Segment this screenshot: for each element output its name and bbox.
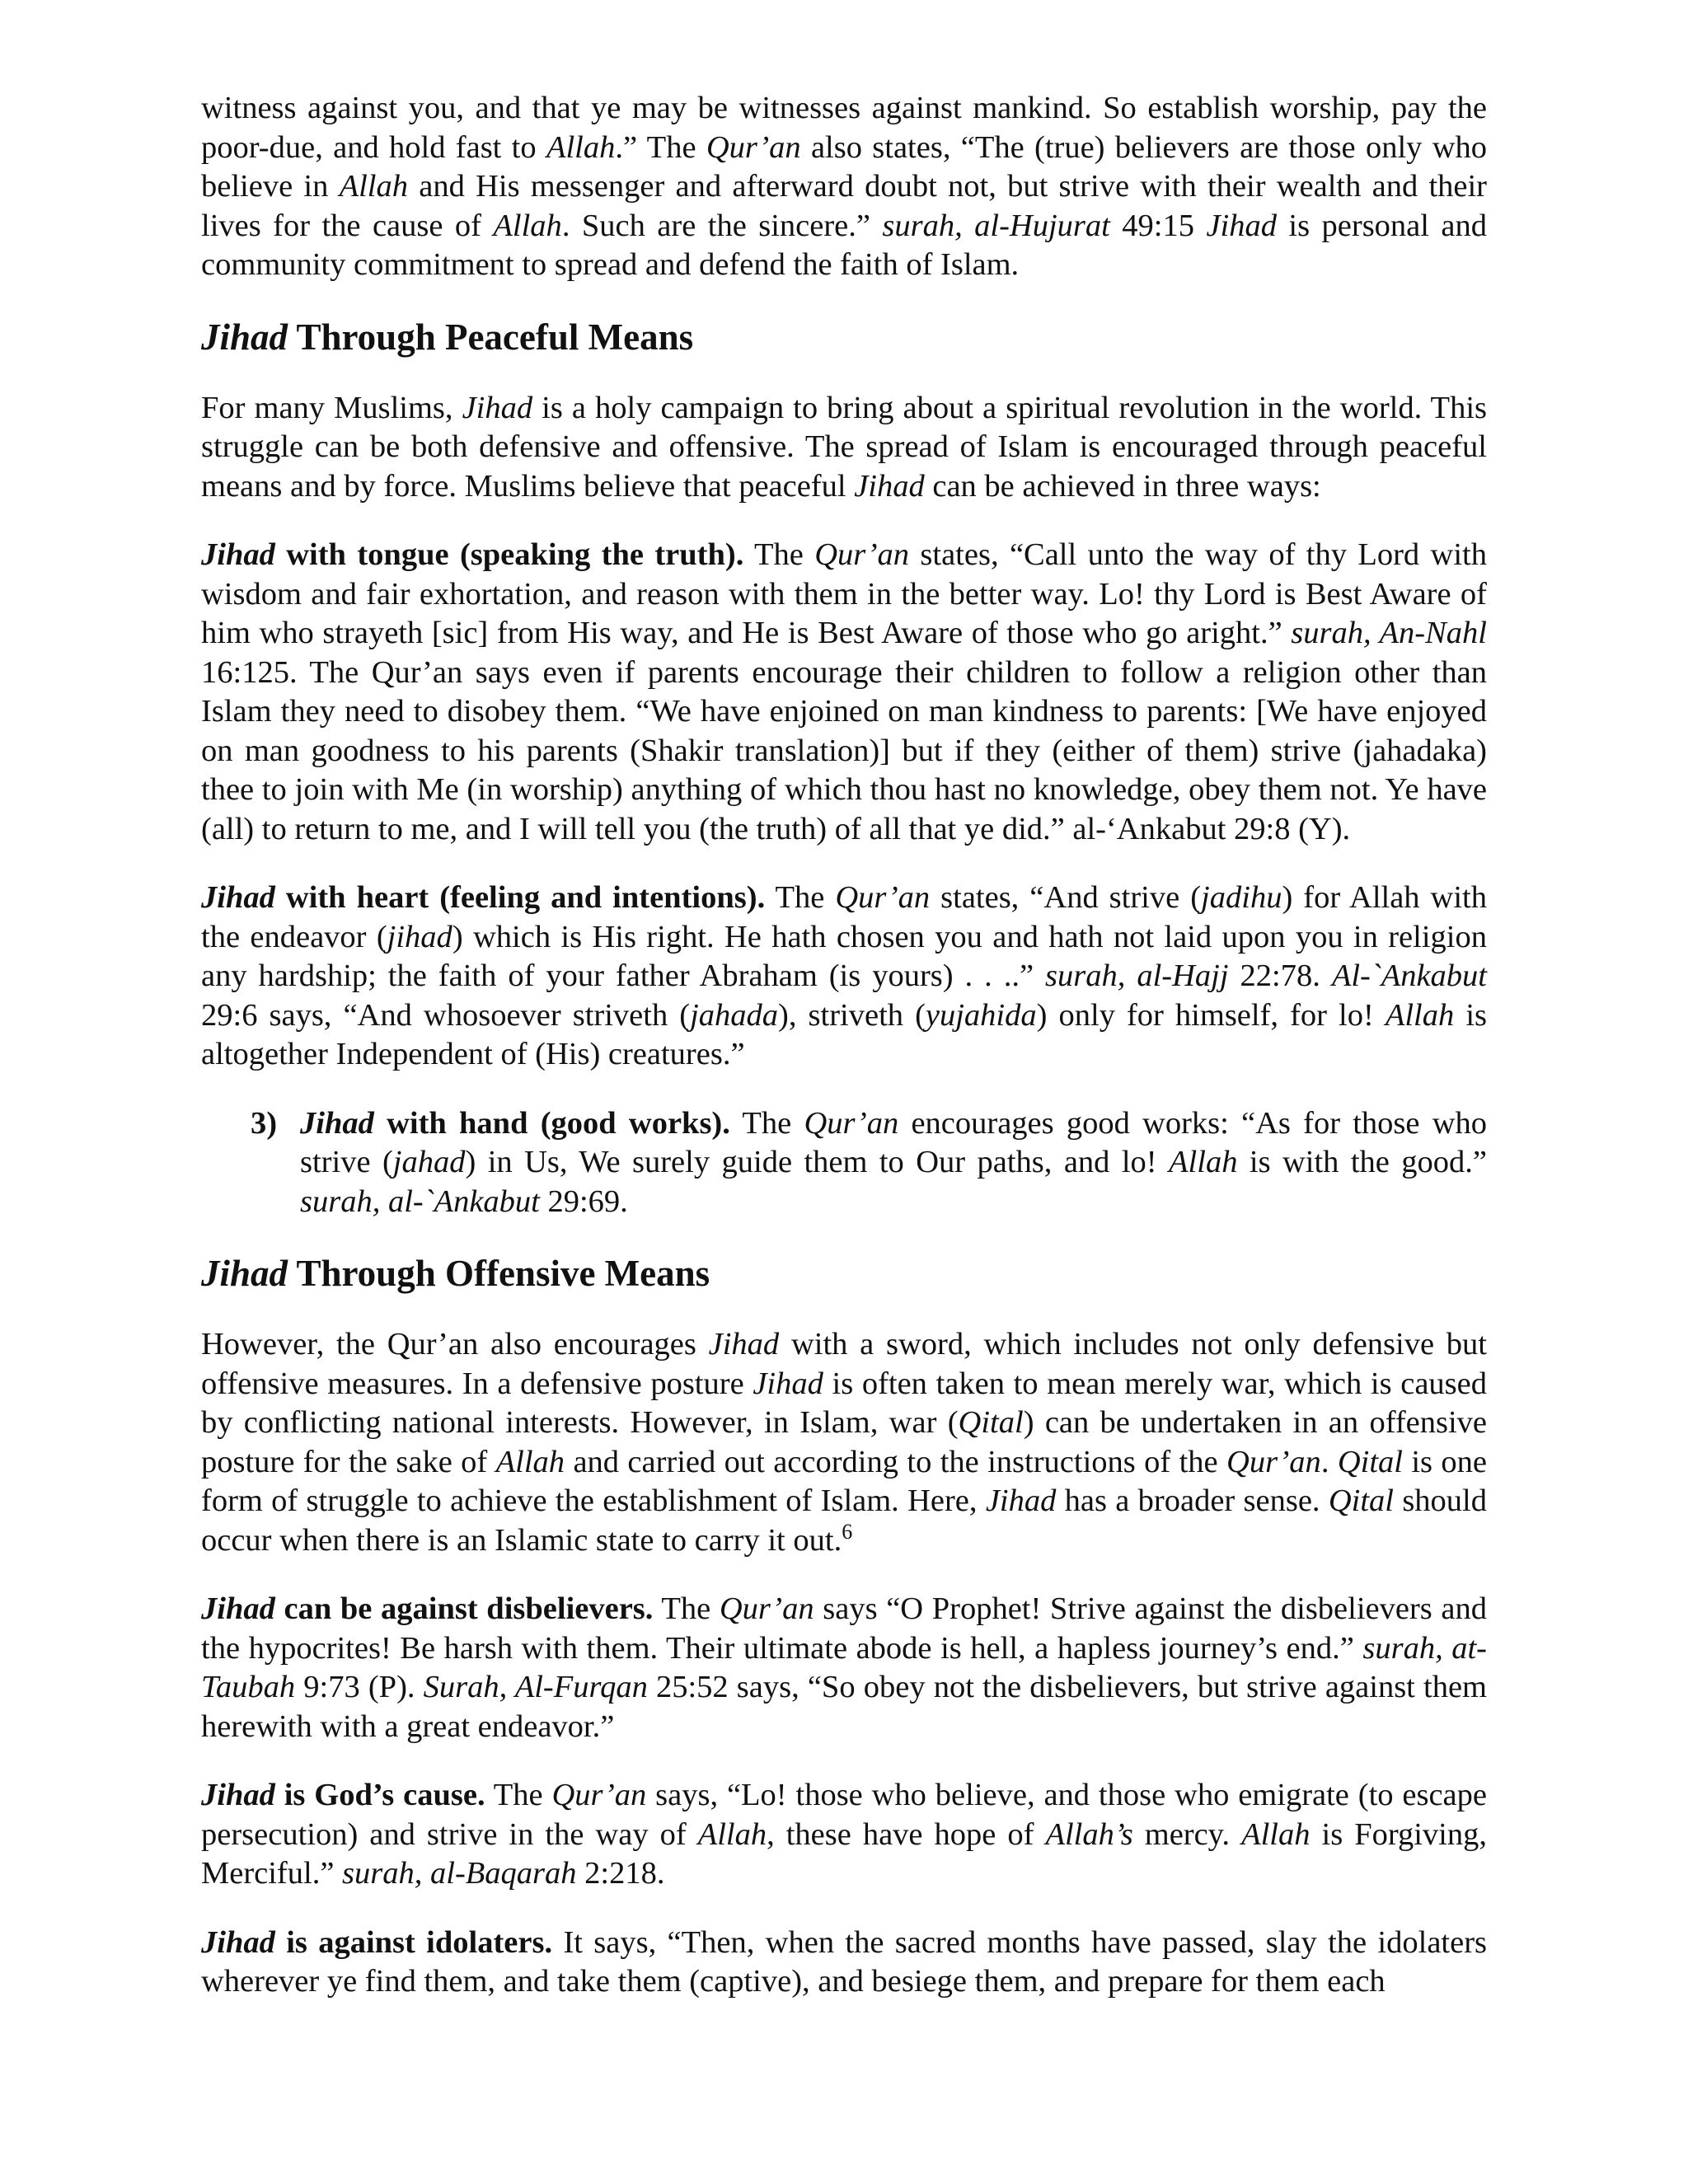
- text-run: is Forgiving, Merciful.”: [201, 1816, 1488, 1891]
- italic-text: Allah: [493, 208, 562, 243]
- italic-text: Jihad: [753, 1366, 823, 1401]
- text-run: .” The: [615, 129, 706, 165]
- lead-disbelievers: [201, 1591, 653, 1626]
- heading-peaceful-italic: Jihad: [201, 316, 288, 358]
- paragraph-intro-body: [201, 91, 1487, 282]
- lead-idolaters-rest: is against idolaters.: [274, 1924, 553, 1960]
- paragraph-tongue-body: [201, 537, 1487, 846]
- text-run: However, the Qur’an also encourages: [201, 1327, 709, 1361]
- italic-text: Qital: [1328, 1483, 1395, 1518]
- text-run: ) which is His right. He hath chosen you and hath not laid upon you in religion any hardship; the faith of your father Abraham (is yours) . . ..”: [201, 919, 1487, 993]
- italic-text: surah, al-Baqarah: [342, 1856, 577, 1891]
- paragraph-peaceful-intro-body: [201, 391, 1487, 504]
- text-run: The: [653, 1591, 720, 1626]
- heading-offensive-rest: Through Offensive Means: [288, 1253, 710, 1294]
- heading-offensive-italic: Jihad: [201, 1253, 288, 1294]
- text-run: The: [765, 880, 836, 915]
- text-run: The: [743, 537, 815, 572]
- paragraph-offensive-intro-body: [201, 1327, 1487, 1558]
- text-run: For many Muslims,: [201, 390, 462, 425]
- text-run: The: [729, 1105, 804, 1141]
- italic-text: Qital: [958, 1405, 1024, 1440]
- italic-text: Allah: [339, 169, 409, 204]
- italic-text: Al-`Ankabut: [1331, 958, 1488, 993]
- lead-gods-cause-italic: Jihad: [201, 1778, 275, 1812]
- heading-peaceful-rest: Through Peaceful Means: [288, 316, 694, 358]
- text-run: says, “Lo! those who believe, and those who emigrate (to escape persecution) and strive in the way of: [201, 1778, 1487, 1852]
- text-run: 22:78.: [1228, 958, 1332, 993]
- italic-text: Qur’an: [835, 880, 931, 915]
- lead-idolaters-italic: Jihad: [201, 1924, 275, 1960]
- italic-text: Allah: [546, 129, 616, 165]
- italic-text: jahad: [392, 1145, 466, 1179]
- text-run: says “O Prophet! Strive against the disbelievers and the hypocrites! Be harsh with them. Their ultimate abode is hell, a hapless journey’s end.”: [201, 1591, 1487, 1666]
- italic-text: surah, al-`Ankabut: [300, 1183, 540, 1219]
- text-run: 16:125. The Qur’an says even if parents encourage their children to follow a religion other than Islam they need to disobey them. “We have enjoined on man kindness to parents: [We have enjoyed on man goodness to his parents (Shakir translation)] but if they (either of them) strive (jahadaka) thee to join with Me (in worship) anything of which thou hast no knowledge, obey them not. Ye have (all) to return to me, and I will tell you (the truth) of all that ye did.” al-‘Ankabut 29:8 (Y).: [201, 654, 1487, 846]
- italic-text: Jihad: [985, 1483, 1057, 1518]
- lead-idolaters: [201, 1925, 552, 1960]
- italic-text: Qur’an: [551, 1778, 647, 1812]
- paragraph-idolaters: [201, 1924, 1487, 2002]
- italic-text: jihad: [387, 919, 452, 954]
- italic-text: Allah: [1385, 997, 1455, 1033]
- lead-heart: [201, 880, 765, 915]
- italic-text: surah, An-Nahl: [1291, 616, 1487, 650]
- footnote-marker: 6: [842, 1519, 853, 1544]
- list-item-number: 3): [251, 1105, 278, 1141]
- text-run: ), striveth (: [778, 997, 926, 1033]
- lead-hand-rest: with hand (good works).: [373, 1105, 730, 1141]
- list-item-hand: [251, 1104, 1487, 1222]
- text-run: 29:6 says, “And whosoever striveth (: [201, 997, 691, 1033]
- lead-hand: [300, 1106, 730, 1141]
- italic-text: Qur’an: [719, 1591, 814, 1626]
- italic-text: Surah, Al-Furqan: [423, 1670, 648, 1704]
- text-run: ) can be undertaken in an offensive posture for the sake of: [201, 1405, 1487, 1479]
- text-run: has a broader sense.: [1056, 1483, 1329, 1518]
- italic-text: surah, al-Hujurat: [882, 208, 1110, 243]
- text-run: is personal and community commitment to spread and defend the faith of Islam.: [201, 208, 1487, 282]
- text-run: is a holy campaign to bring about a spiritual revolution in the world. This struggle can be both defensive and offensive. The spread of Islam is encouraged through peaceful means and by force. Muslims believe that peaceful: [201, 390, 1488, 504]
- text-run: witness against you, and that ye may be witnesses against mankind. So establish worship, pay the poor-due, and hold fast to: [201, 91, 1487, 165]
- italic-text: yujahida: [925, 997, 1037, 1033]
- lead-hand-italic: Jihad: [300, 1105, 374, 1141]
- document-page: [201, 89, 1487, 2002]
- italic-text: Allah: [1169, 1145, 1238, 1179]
- text-run: is one form of struggle to achieve the establishment of Islam. Here,: [201, 1444, 1488, 1518]
- italic-text: Allah: [1241, 1816, 1311, 1852]
- lead-gods-cause-rest: is God’s cause.: [274, 1778, 485, 1812]
- text-run: 49:15: [1109, 208, 1207, 243]
- text-run: and carried out according to the instructions of the: [565, 1444, 1227, 1479]
- text-run: It says, “Then, when the sacred months have passed, slay the idolaters wherever ye find them, and take them (captive), and besiege them, and prepare for them each: [201, 1924, 1487, 1999]
- lead-heart-italic: Jihad: [201, 880, 275, 915]
- paragraph-heart: [201, 879, 1487, 1075]
- italic-text: Qur’an: [814, 537, 910, 572]
- text-run: also states, “The (true) believers are those only who believe in: [201, 129, 1488, 204]
- text-run: ) for Allah with the endeavor (: [201, 880, 1487, 954]
- text-run: encourages good works: “As for those who strive (: [300, 1105, 1487, 1179]
- italic-text: Qital: [1337, 1444, 1403, 1479]
- text-run: and His messenger and afterward doubt not, but strive with their wealth and their lives for the cause of: [201, 169, 1487, 243]
- paragraph-gods-cause: [201, 1776, 1487, 1894]
- text-run: . Such are the sincere.”: [561, 208, 883, 243]
- section-heading-peaceful: [201, 315, 1487, 359]
- text-run: can be achieved in three ways:: [924, 468, 1321, 504]
- text-run: 25:52 says, “So obey not the disbelievers, but strive against them herewith with a great endeavor.”: [201, 1670, 1487, 1744]
- text-run: with a sword, which includes not only defensive but offensive measures. In a defensive posture: [201, 1327, 1487, 1401]
- text-run: 29:69.: [539, 1183, 628, 1219]
- italic-text: Allah’s: [1045, 1816, 1133, 1852]
- italic-text: Jihad: [462, 390, 533, 425]
- paragraph-tongue: [201, 536, 1487, 849]
- italic-text: jahada: [690, 997, 779, 1033]
- text-run: .: [1320, 1444, 1338, 1479]
- text-run: states, “And strive (: [930, 880, 1202, 915]
- italic-text: Allah: [697, 1816, 767, 1852]
- italic-text: surah, al-Hajj: [1045, 958, 1229, 993]
- lead-disbelievers-rest: can be against disbelievers.: [274, 1591, 654, 1626]
- lead-gods-cause: [201, 1778, 485, 1812]
- lead-tongue: [201, 537, 743, 572]
- section-heading-offensive: [201, 1251, 1487, 1296]
- paragraph-hand: [300, 1104, 1487, 1222]
- text-run: ) only for himself, for lo!: [1036, 997, 1386, 1033]
- text-run: , these have hope of: [767, 1816, 1046, 1852]
- italic-text: Qur’an: [804, 1105, 899, 1141]
- lead-tongue-rest: with tongue (speaking the truth).: [274, 537, 744, 572]
- italic-text: Jihad: [1206, 208, 1277, 243]
- italic-text: Allah: [495, 1444, 565, 1479]
- lead-tongue-italic: Jihad: [201, 537, 275, 572]
- italic-text: jadihu: [1201, 880, 1282, 915]
- text-run: The: [485, 1778, 552, 1812]
- text-run: 9:73 (P).: [295, 1670, 424, 1704]
- italic-text: Qur’an: [1226, 1444, 1321, 1479]
- lead-disbelievers-italic: Jihad: [201, 1591, 275, 1626]
- italic-text: surah, at-Taubah: [201, 1630, 1488, 1704]
- lead-heart-rest: with heart (feeling and intentions).: [274, 880, 766, 915]
- text-run: states, “Call unto the way of thy Lord with wisdom and fair exhortation, and reason with them in the better way. Lo! thy Lord is Best Aware of him who strayeth [sic] from His way, and He is Best Aware of those who go aright.”: [201, 537, 1487, 650]
- italic-text: Qur’an: [706, 129, 801, 165]
- text-run: should occur when there is an Islamic state to carry it out.: [201, 1483, 1487, 1558]
- text-run: is often taken to mean merely war, which is caused by conflicting national interests. However, in Islam, war (: [201, 1366, 1487, 1440]
- italic-text: Jihad: [708, 1327, 780, 1361]
- text-run: mercy.: [1132, 1816, 1242, 1852]
- italic-text: Jihad: [854, 468, 925, 504]
- text-run: is with the good.”: [1237, 1145, 1488, 1179]
- paragraph-offensive-intro: [201, 1325, 1487, 1560]
- paragraph-intro: [201, 89, 1487, 285]
- text-run: is altogether Independent of (His) creatures.”: [201, 997, 1487, 1071]
- text-run: ) in Us, We surely guide them to Our paths, and lo!: [465, 1145, 1170, 1179]
- paragraph-peaceful-intro: [201, 389, 1487, 507]
- paragraph-disbelievers: [201, 1590, 1487, 1746]
- text-run: 2:218.: [576, 1856, 665, 1891]
